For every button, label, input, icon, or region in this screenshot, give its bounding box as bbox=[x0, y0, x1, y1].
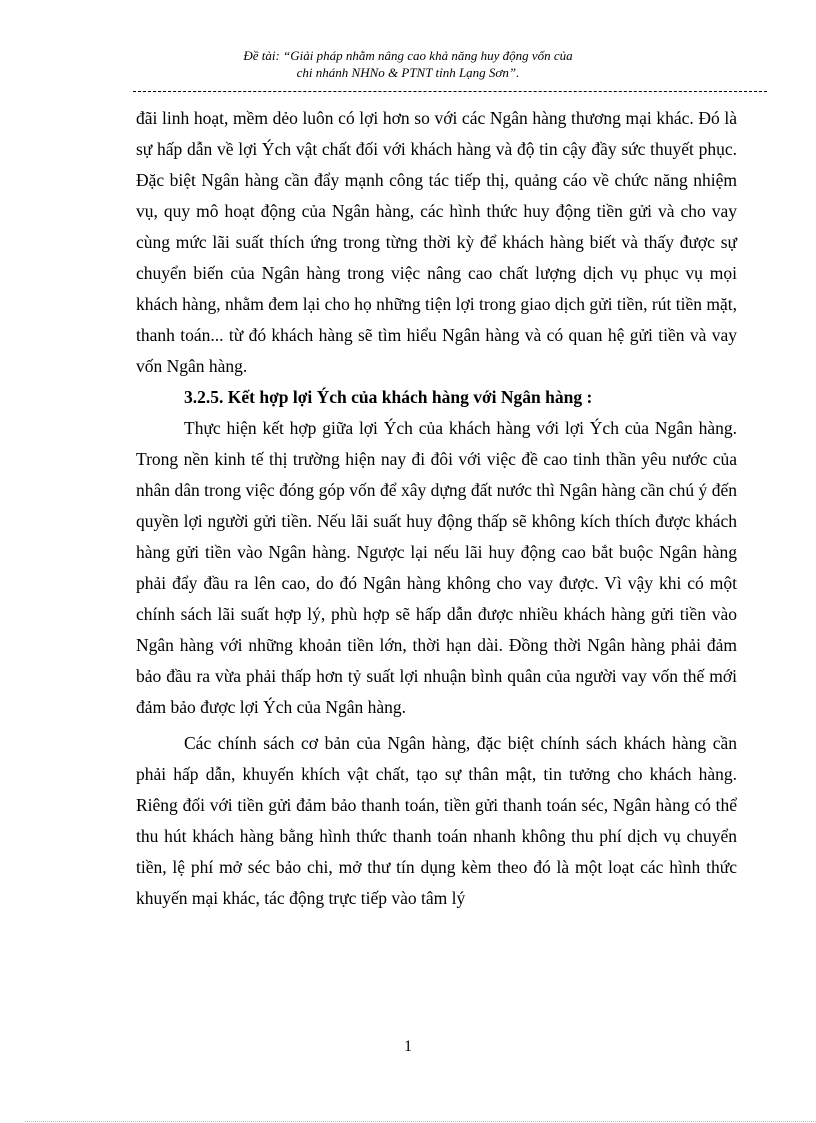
header-title-line-1: Đề tài: “Giải pháp nhằm nâng cao khả năng huy động vốn của bbox=[243, 48, 573, 63]
document-body bbox=[136, 103, 737, 914]
body-paragraph-1: Thực hiện kết hợp giữa lợi Ých của khách hàng với lợi Ých của Ngân hàng. Trong nền kinh tế thị trường hiện nay đi đôi với việc đề cao tinh thần yêu nước của nhân dân trong việc đóng góp vốn để xây dựng đất nước thì Ngân hàng cần chú ý đến quyền lợi người gửi tiền. Nếu lãi suất huy động thấp sẽ không kích thích được khách hàng gửi tiền vào Ngân hàng. Ngược lại nếu lãi huy động cao bắt buộc Ngân hàng phải đẩy đầu ra lên cao, do đó Ngân hàng không cho vay được. Vì vậy khi có một chính sách lãi suất hợp lý, phù hợp sẽ hấp dẫn được nhiều khách hàng gửi tiền vào Ngân hàng với những khoản tiền lớn, thời hạn dài. Đồng thời Ngân hàng phải đảm bảo đầu ra vừa phải thấp hơn tỷ suất lợi nhuận bình quân của người vay vốn thế mới đảm bảo được lợi Ých của Ngân hàng. bbox=[136, 418, 737, 717]
page-header bbox=[0, 47, 816, 81]
section-heading: 3.2.5. Kết hợp lợi Ých của khách hàng với Ngân hàng : bbox=[184, 387, 593, 407]
header-title-line-2: chi nhánh NHNo & PTNT tỉnh Lạng Sơn”. bbox=[296, 65, 520, 80]
header-divider bbox=[133, 91, 767, 92]
continuation-paragraph: đãi linh hoạt, mềm dẻo luôn có lợi hơn so với các Ngân hàng thương mại khác. Đó là sự hấp dẫn về lợi Ých vật chất đối với khách hàng và độ tin cậy đầy sức thuyết phục. Đặc biệt Ngân hàng cần đẩy mạnh công tác tiếp thị, quảng cáo về chức năng nhiệm vụ, quy mô hoạt động của Ngân hàng, các hình thức huy động tiền gửi và cho vay cùng mức lãi suất thích ứng trong từng thời kỳ để khách hàng biết và thấy được sự chuyển biến của Ngân hàng trong việc nâng cao chất lượng dịch vụ phục vụ mọi khách hàng, nhằm đem lại cho họ những tiện lợi trong giao dịch gửi tiền, rút tiền mặt, thanh toán... từ đó khách hàng sẽ tìm hiểu Ngân hàng và có quan hệ gửi tiền và vay vốn Ngân hàng. bbox=[136, 108, 737, 376]
body-paragraph-2: Các chính sách cơ bản của Ngân hàng, đặc biệt chính sách khách hàng cần phải hấp dẫn, khuyến khích vật chất, tạo sự thân mật, tin tưởng cho khách hàng. Riêng đối với tiền gửi đảm bảo thanh toán, tiền gửi thanh toán séc, Ngân hàng có thể thu hút khách hàng bằng hình thức thanh toán nhanh không thu phí dịch vụ chuyển tiền, lệ phí mở séc bảo chi, mở thư tín dụng kèm theo đó là một loạt các hình thức khuyến mại khác, tác động trực tiếp vào tâm lý bbox=[136, 733, 737, 908]
page-number: 1 bbox=[404, 1038, 412, 1055]
page-bottom-edge bbox=[25, 1121, 816, 1122]
